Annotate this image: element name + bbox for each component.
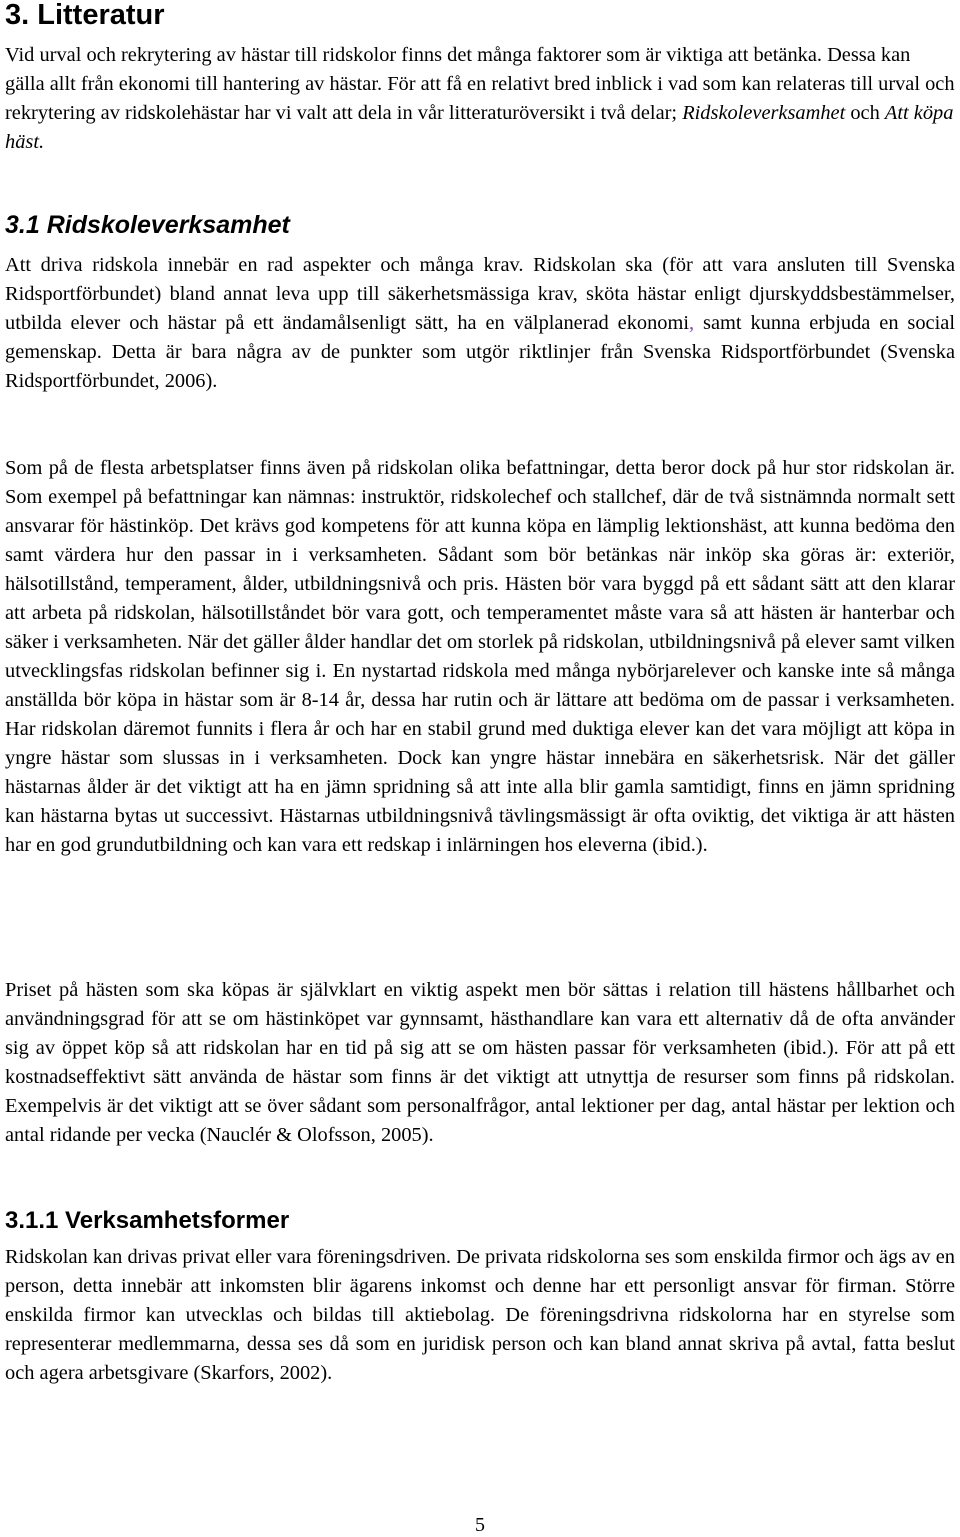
section-paragraph-1 <box>5 251 955 396</box>
section-p1-text: Att driva ridskola innebär en rad aspekter och många krav. Ridskolan ska (för att vara ansluten till Svenska Ridsportförbundet) bland annat leva upp till säkerhetsmässiga krav, sköta hästar enligt djurskyddsbestämmelser, utbilda elever och hästar på ett ändamålsenligt sätt, ha en välplanerad ekonomi <box>5 254 955 334</box>
section-p1-text-after: samt kunna erbjuda en social gemenskap. Detta är bara några av de punkter som utgör riktlinjer från Svenska Ridsportförbundet (Svenska Ridsportförbundet, 2006). <box>5 312 955 392</box>
section-paragraph-2: Som på de flesta arbetsplatser finns även på ridskolan olika befattningar, detta beror dock på hur stor ridskolan är. Som exempel på befattningar kan nämnas: instruktör, ridskolechef och stallchef, där de två sistnämnda normalt sett ansvarar för hästinköp. Det krävs god kompetens för att kunna köpa en lämplig lektionshäst, att kunna bedöma den samt värdera hur den passar in i verksamheten. Sådant som bör betänkas när inköp ska göras är: exteriör, hälsotillstånd, temperament, ålder, utbildningsnivå och pris. Hästen bör vara byggd på ett sådant sätt att den klarar att arbeta på ridskolan, hälsotillståndet bör vara gott, och temperamentet måste vara så att hästen är hanterbar och säker i verksamheten. När det gäller ålder handlar det om storlek på ridskolan, utbildningsnivå på elever samt vilken utvecklingsfas ridskolan befinner sig i. En nystartad ridskola med många nybörjarelever och kanske inte så många anställda bör köpa in hästar som är 8-14 år, dessa har rutin och är lättare att bedöma om de passar i verksamheten. Har ridskolan däremot funnits i flera år och har en stabil grund med duktiga elever kan det vara möjligt att köpa in yngre hästar som slussas in i verksamheten. Dock kan yngre hästar innebära en säkerhetsrisk. När det gäller hästarnas ålder är det viktigt att ha en jämn spridning så att inte alla blir gamla samtidigt, finns en jämn spridning kan hästarna bytas ut successivt. Hästarnas utbildningsnivå tävlingsmässigt är ofta oviktig, det viktiga är att hästen har en god grundutbildning och kan vara ett redskap i inlärningen hos eleverna (ibid.). <box>5 457 955 856</box>
section-p1-accent-comma: , <box>689 312 695 334</box>
intro-text: Vid urval och rekrytering av hästar till ridskolor finns det många faktorer som är viktiga att betänka. Dessa kan gälla allt från ekonomi till hantering av hästar. För att få en relativt bred inblick i vad som kan relateras till urval och rekrytering av ridskolehästar har vi valt att dela in vår litteraturöversikt i två delar; <box>5 44 955 124</box>
intro-paragraph <box>5 41 955 157</box>
intro-italic-ridskoleverksamhet: Ridskoleverksamhet <box>682 102 846 124</box>
section-paragraph-3: Priset på hästen som ska köpas är självklart en viktig aspekt men bör sättas i relation till hästens hållbarhet och användningsgrad för att se om hästinköpet var gynnsamt, hästhandlare kan vara ett alternativ då de ofta använder sig av öppet köp så att ridskolan har en tid på sig att se om hästen passar för verksamheten (ibid.). För att på ett kostnadseffektivt sätt använda de hästar som finns är det viktigt att utnyttja de resurser som finns på ridskolan. Exempelvis är det viktigt att se över sådant som personalfrågor, antal lektioner per dag, antal hästar per lektion och antal ridande per vecka (Nauclér & Olofsson, 2005). <box>5 979 955 1146</box>
subsection-paragraph-1: Ridskolan kan drivas privat eller vara föreningsdriven. De privata ridskolorna ses som enskilda firmor och ägs av en person, detta innebär att inkomsten blir ägarens inkomst och denne har ett personligt ansvar för firman. Större enskilda firmor kan utvecklas och bildas till aktiebolag. De föreningsdrivna ridskolorna har en styrelse som representerar medlemmarna, dessa ses då som en juridisk person och kan bland annat skriva på avtal, fatta beslut och agera arbetsgivare (Skarfors, 2002). <box>5 1246 955 1384</box>
chapter-heading: 3. Litteratur <box>5 0 165 31</box>
subsection-heading: 3.1.1 Verksamhetsformer <box>5 1207 290 1234</box>
intro-italic-att-kopa-hast: Att köpa häst. <box>5 102 954 153</box>
intro-text-middle: och <box>845 102 885 124</box>
page-number: 5 <box>475 1514 485 1536</box>
section-heading: 3.1 Ridskoleverksamhet <box>5 211 290 239</box>
